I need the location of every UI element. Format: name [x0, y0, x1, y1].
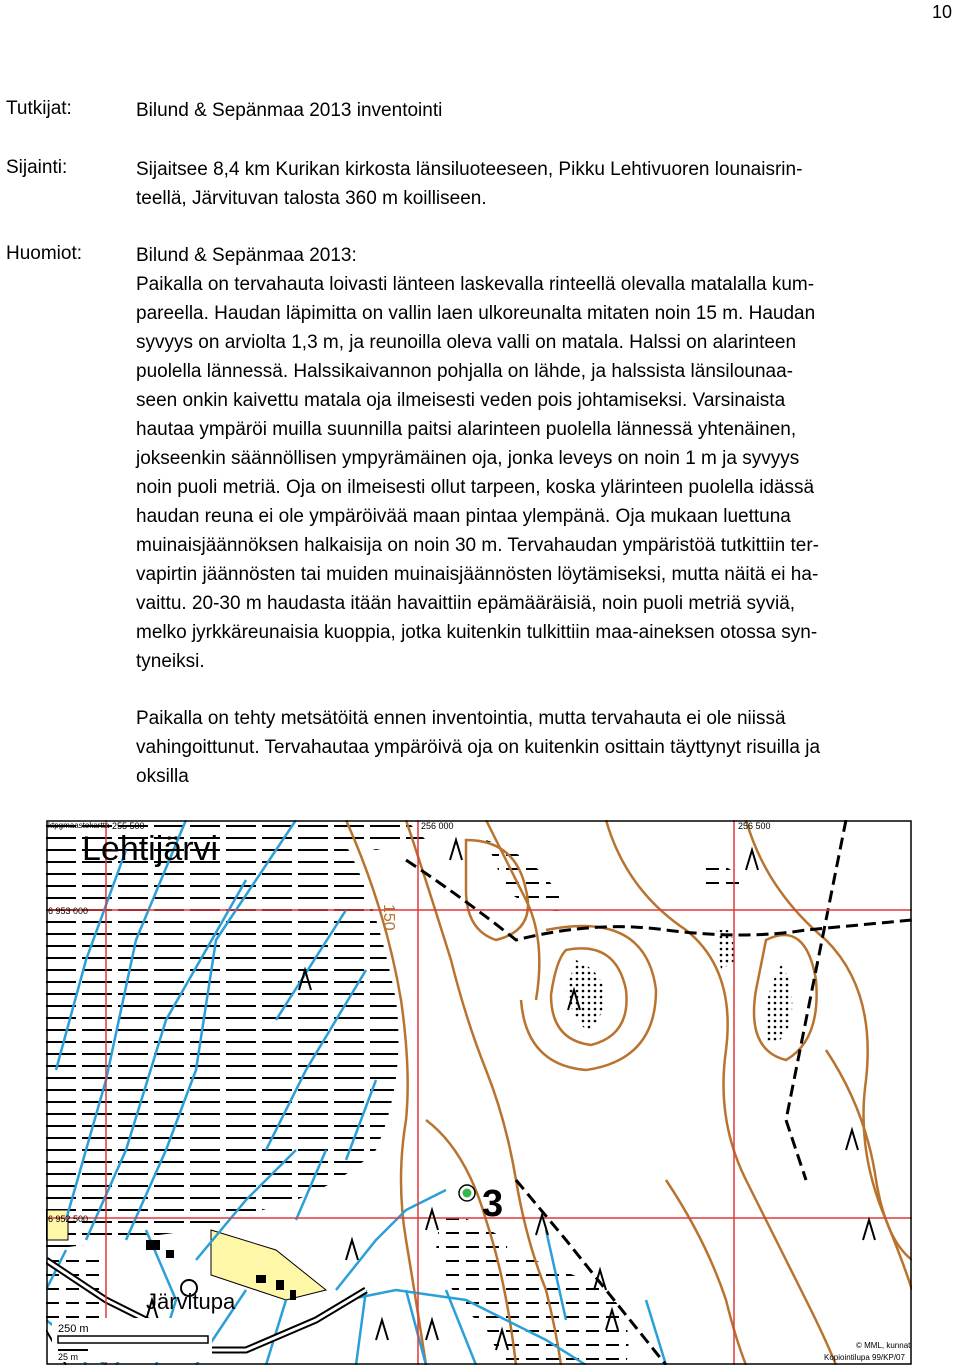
huomiot-line: haudan reuna ei ole ympäröivää maan pintaa ylempänä. Oja mukaan luettuna: [136, 506, 791, 527]
huomiot-line: Paikalla on tehty metsätöitä ennen inventointia, mutta tervahauta ei ole niissä: [136, 708, 786, 729]
scale-small-label: 25 m: [58, 1352, 79, 1362]
huomiot-line: vapirtin jäännösten tai muiden muinaisjäännösten löytämiseksi, mutta näitä ei ha-: [136, 564, 819, 585]
grid-x-label: 255 500: [112, 821, 145, 831]
huomiot-line: puolella lännessä. Halssikaivannon pohjalla on lähde, ja halssista länsilounaa-: [136, 361, 793, 382]
huomiot-line: oksilla: [136, 766, 189, 787]
grid-x-label: 256 000: [421, 821, 454, 831]
sijainti-line: teellä, Järvituvan talosta 360 m koilliseen.: [136, 188, 487, 209]
huomiot-line: vahingoittunut. Tervahautaa ympäröivä oja on kuitenkin osittain täyttynyt risuilla ja: [136, 737, 821, 758]
lake-name: Lehtijärvi: [82, 830, 219, 868]
tutkijat-line: Bilund & Sepänmaa 2013 inventointi: [136, 100, 443, 121]
tutkijat-label: Tutkijat:: [6, 98, 72, 119]
huomiot-paragraph-2: [136, 704, 954, 791]
grid-y-label: 6 953 000: [48, 906, 89, 916]
sijainti-line: Sijaitsee 8,4 km Kurikan kirkosta länsiluoteeseen, Pikku Lehtivuoren lounaisrin-: [136, 159, 803, 180]
site-marker-dot: [463, 1189, 472, 1198]
huomiot-line: syvyys on arviolta 1,3 m, ja reunoilla oleva valli on matala. Halssi on alarinteen: [136, 332, 797, 353]
grid-y-label: 6 952 500: [48, 1214, 89, 1224]
huomiot-line: tyneiksi.: [136, 651, 205, 672]
copyright-line: Kopiointilupa 99/KP/07: [824, 1353, 905, 1362]
scale-bar: [52, 1318, 212, 1362]
contour-label: 150: [380, 904, 397, 931]
huomiot-line: muinaisjäännöksen halkaisija on noin 30 m. Tervahaudan ympäristöä tutkittiin ter-: [136, 535, 819, 556]
copyright-line: © MML, kunnat: [856, 1341, 911, 1350]
huomiot-line: pareella. Haudan läpimitta on vallin laen ulkoreunalta mitaten noin 15 m. Haudan: [136, 303, 816, 324]
header-note: ktpgmaastokartta: [48, 821, 110, 830]
huomiot-line: melko jyrkkäreunaisia kuoppia, jotka kuitenkin tulkittiin maa-aineksen otossa syn-: [136, 622, 818, 643]
huomiot-line: noin puoli metriä. Oja on ilmeisesti ollut tarpeen, koska ylärinteen puolella idässä: [136, 477, 815, 498]
place-name: Järvitupa: [146, 1289, 236, 1314]
grid-x-label: 256 500: [738, 821, 771, 831]
huomiot-value: [136, 241, 954, 676]
page-number: 10: [931, 2, 952, 22]
huomiot-line: Paikalla on tervahauta loivasti länteen laskevalla rinteellä olevalla matalalla kum-: [136, 274, 815, 295]
huomiot-label: Huomiot:: [6, 243, 83, 264]
huomiot-line: seen onkin kaivettu matala oja ilmeisesti veden pois johtamiseksi. Varsinaista: [136, 390, 786, 411]
scale-main-label: 250 m: [58, 1323, 89, 1335]
tutkijat-value: [136, 96, 954, 125]
location-map: [46, 820, 912, 1365]
huomiot-line: vaittu. 20-30 m haudasta itään havaittiin epämääräisiä, noin puoli metriä syviä,: [136, 593, 796, 614]
sijainti-label: Sijainti:: [6, 157, 68, 178]
huomiot-line: jokseenkin säännöllisen ympyrämäinen oja, jonka leveys on noin 1 m ja syvyys: [136, 448, 800, 469]
huomiot-line: hautaa ympäröi muilla suunnilla paitsi alarinteen puolella lännessä yhtenäinen,: [136, 419, 797, 440]
huomiot-heading: Bilund & Sepänmaa 2013:: [136, 245, 357, 266]
site-number: 3: [482, 1183, 504, 1225]
sijainti-value: [136, 155, 954, 213]
